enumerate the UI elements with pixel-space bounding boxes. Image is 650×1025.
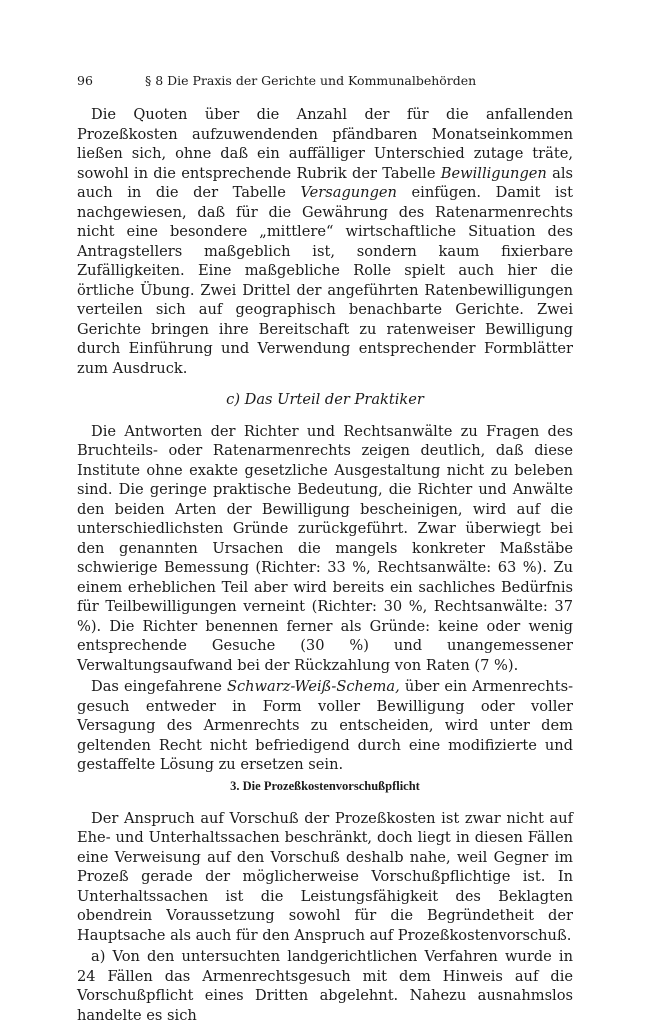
section-heading-text: 3. Die Prozeßkostenvorschußpflicht (230, 778, 420, 793)
emphasis-schwarz-weiss-schema: Schwarz-Weiß-Schema, (226, 678, 400, 695)
emphasis-bewilligungen: Bewilligungen (440, 164, 547, 182)
running-head-title: § 8 Die Praxis der Gerichte und Kommunalbehörden (145, 73, 477, 88)
subheading-urteil-der-praktiker: c) Das Urteil der Praktiker (226, 391, 424, 408)
paragraph-anspruch-auf-vorschuss: Der Anspruch auf Vorschuß der Prozeßkosten ist zwar nicht auf Ehe- und Unterhaltssachen beschränkt, doch liegt in diesen Fällen eine Verweisung auf den Vorschuß deshalb nahe, weil Gegner im Prozeß gerade der möglicherweise Vorschußpflichtige ist. In Unterhaltssachen ist die Leistungsfähigkeit des Beklagten obendrein Voraussetzung sowohl für die Begründetheit der Hauptsache als auch für den Anspruch auf Prozeßkostenvorschuß. (77, 809, 573, 944)
text-run: Die Quoten über die Anzahl der für die anfallenden Prozeßkosten aufzuwendenden pfändbaren Monatseinkommen ließen sich, ohne daß ein auffälliger Unterschied zutage träte, sowohl in die entsprechende Rubrik der Tabelle (77, 106, 573, 182)
emphasis-versagungen: Versagungen (300, 184, 397, 201)
section-heading-prozesskostenvorschusspflicht (77, 777, 573, 795)
paragraph-landgerichtliche-verfahren: a) Von den untersuchten landgerichtlichen Verfahren wurde in 24 Fällen das Armenrechtsgesuch mit dem Hinweis auf die Vorschußpflicht eines Dritten abgelehnt. Nahezu ausnahmslos handelte es sich (77, 948, 573, 1024)
text-run: über ein Armenrechtsgesuch entweder in Form voller Bewilligung oder voller Versagung des Armenrechts zu entscheiden, wird unter dem geltenden Recht nicht befriedigend durch eine modifizierte und gestaffelte Lösung zu ersetzen sein. (77, 678, 574, 773)
text-run: als auch in die der Tabelle (77, 164, 573, 201)
paragraph-antworten-richter: Die Antworten der Richter und Rechtsanwälte zu Fragen des Bruchteils- oder Ratenarmenrechts zeigen deutlich, daß diese Institute ohne exakte gesetzliche Ausgestaltung nicht zu beleben sind. Die geringe praktische Bedeutung, die Richter und Anwälte den beiden Arten der Bewilligung bescheinigen, wird auf die unterschiedlichsten Gründe zurückgeführt. Zwar überwiegt bei den genannten Ursachen die mangels konkreter Maßstäbe schwierige Bemessung (Richter: 33 %, Rechtsanwälte: 63 %). Zu einem erheblichen Teil aber wird bereits ein sachliches Bedürfnis für Teilbewilligungen verneint (Richter: 30 %, Rechtsanwälte: 37 %). Die Richter benennen ferner als Gründe: keine oder wenig entsprechende Gesuche (30 %) und unangemessener Verwaltungsaufwand bei der Rückzahlung von Raten (7 %). (77, 422, 573, 674)
paragraph-ratenarmenrecht-quoten (77, 105, 573, 378)
page-number: 96 (77, 73, 93, 88)
text-run: Das eingefahrene (91, 678, 227, 695)
text-run: einfügen. Damit ist nachgewiesen, daß für die Gewährung des Ratenarmenrechts nicht eine besondere „mittlere“ wirtschaftliche Situation des Antragstellers maßgeblich ist, sondern kaum fixierbare Zufälligkeiten. Eine maßgebliche Rolle spielt auch hier die örtliche Übung. Zwei Drittel der angeführten Ratenbewilligungen verteilen sich auf geographisch benachbarte Gerichte. Zwei Gerichte bringen ihre Bereitschaft zu ratenweiser Bewilligung durch Einführung und Verwendung entsprechender Formblätter zum Ausdruck. (77, 184, 573, 377)
paragraph-schwarz-weiss-schema (77, 677, 573, 775)
body-text (77, 105, 573, 1025)
